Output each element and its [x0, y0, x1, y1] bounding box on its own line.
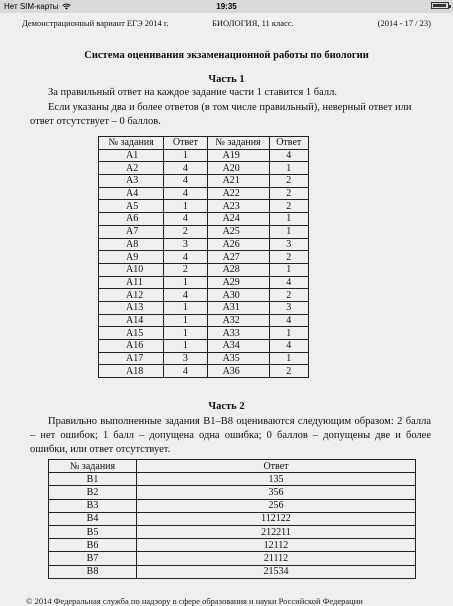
table-row — [99, 301, 309, 314]
table-cell: 1 — [164, 301, 207, 314]
table-cell: А9 — [99, 251, 164, 264]
table-row — [99, 251, 309, 264]
table-row — [99, 365, 309, 378]
table-cell: А29 — [207, 276, 269, 289]
table-cell: 256 — [137, 499, 416, 512]
table-cell: 4 — [164, 213, 207, 226]
table-cell: А28 — [207, 263, 269, 276]
table-cell: 4 — [164, 365, 207, 378]
table-cell: 356 — [137, 486, 416, 499]
table-row — [99, 289, 309, 302]
table-cell: А35 — [207, 352, 269, 365]
table-cell: 1 — [269, 162, 309, 175]
table-cell: 4 — [164, 187, 207, 200]
table-cell: А18 — [99, 365, 164, 378]
status-right — [431, 2, 449, 9]
part2-table-body — [49, 473, 416, 579]
table-cell: 4 — [269, 149, 309, 162]
column-header: Ответ — [137, 460, 416, 473]
part2-paragraph: Правильно выполненные задания В1–В8 оцениваются следующим образом: 2 балла – нет ошибок; 1 балл – допущена одна ошибка; 0 баллов – допущены две и более ошибки, или ответ отсутствует. — [30, 416, 431, 455]
footer-copyright: © 2014 Федеральная служба по надзору в сфере образования и науки Российской Федерации — [26, 596, 363, 606]
table-cell: А13 — [99, 301, 164, 314]
column-header: № задания — [99, 137, 164, 150]
table-row — [99, 162, 309, 175]
table-header-row — [49, 460, 416, 473]
table-row — [99, 187, 309, 200]
table-row — [49, 473, 416, 486]
table-cell: 1 — [164, 276, 207, 289]
table-cell: В5 — [49, 525, 137, 538]
table-cell: 12112 — [137, 539, 416, 552]
table-cell: А34 — [207, 340, 269, 353]
table-cell: 2 — [269, 200, 309, 213]
header-left: Демонстрационный вариант ЕГЭ 2014 г. — [22, 18, 169, 28]
table-cell: А6 — [99, 213, 164, 226]
table-row — [99, 200, 309, 213]
table-cell: А16 — [99, 340, 164, 353]
table-cell: 2 — [269, 251, 309, 264]
part1-answers-table — [98, 136, 309, 378]
table-row — [49, 552, 416, 565]
table-cell: 1 — [269, 327, 309, 340]
table-cell: А26 — [207, 238, 269, 251]
table-row — [49, 486, 416, 499]
document-title: Система оценивания экзаменационной работы по биологии — [84, 50, 369, 61]
table-cell: А27 — [207, 251, 269, 264]
table-header-row — [99, 137, 309, 150]
table-cell: 4 — [164, 251, 207, 264]
table-cell: 4 — [269, 314, 309, 327]
table-cell: 1 — [269, 352, 309, 365]
table-cell: А20 — [207, 162, 269, 175]
table-cell: 2 — [269, 187, 309, 200]
table-row — [99, 238, 309, 251]
table-cell: 1 — [164, 327, 207, 340]
table-cell: А5 — [99, 200, 164, 213]
clock: 19:35 — [216, 2, 237, 11]
table-row — [99, 213, 309, 226]
table-row — [99, 314, 309, 327]
table-cell: 1 — [269, 263, 309, 276]
table-cell: А10 — [99, 263, 164, 276]
table-row — [49, 499, 416, 512]
table-row — [99, 327, 309, 340]
part1-heading: Часть 1 — [208, 74, 245, 85]
part1-table-body — [99, 149, 309, 377]
table-cell: А32 — [207, 314, 269, 327]
table-row — [49, 512, 416, 525]
table-row — [99, 263, 309, 276]
table-cell: 3 — [164, 352, 207, 365]
table-row — [99, 340, 309, 353]
table-cell: А15 — [99, 327, 164, 340]
column-header: № задания — [49, 460, 137, 473]
table-cell: 1 — [164, 314, 207, 327]
table-cell: 4 — [164, 175, 207, 188]
table-cell: 4 — [269, 340, 309, 353]
table-cell: 2 — [164, 225, 207, 238]
table-cell: 135 — [137, 473, 416, 486]
table-cell: А11 — [99, 276, 164, 289]
table-cell: В6 — [49, 539, 137, 552]
table-cell: А3 — [99, 175, 164, 188]
table-cell: А31 — [207, 301, 269, 314]
table-cell: А33 — [207, 327, 269, 340]
table-cell: А12 — [99, 289, 164, 302]
table-cell: А19 — [207, 149, 269, 162]
table-cell: 2 — [269, 365, 309, 378]
table-cell: А24 — [207, 213, 269, 226]
table-row — [99, 175, 309, 188]
table-cell: В3 — [49, 499, 137, 512]
table-cell: А22 — [207, 187, 269, 200]
table-cell: А7 — [99, 225, 164, 238]
table-row — [99, 225, 309, 238]
table-cell: А36 — [207, 365, 269, 378]
table-cell: А2 — [99, 162, 164, 175]
column-header: Ответ — [164, 137, 207, 150]
battery-icon — [431, 2, 449, 9]
part2-heading: Часть 2 — [208, 401, 245, 412]
table-cell: 2 — [164, 263, 207, 276]
table-cell: 2 — [269, 289, 309, 302]
part1-paragraph-2: Если указаны два и более ответов (в том числе правильный), неверный ответ или ответ отсутствует – 0 баллов. — [30, 102, 412, 127]
table-cell: 1 — [269, 213, 309, 226]
page-header — [22, 18, 431, 30]
table-row — [99, 276, 309, 289]
table-cell: 4 — [164, 289, 207, 302]
column-header: Ответ — [269, 137, 309, 150]
table-cell: А30 — [207, 289, 269, 302]
table-cell: 4 — [164, 162, 207, 175]
battery-fill — [433, 4, 446, 7]
table-cell: 1 — [269, 225, 309, 238]
table-cell: А21 — [207, 175, 269, 188]
carrier-label: Нет SIM-карты — [4, 2, 59, 11]
table-row — [49, 525, 416, 538]
table-cell: А23 — [207, 200, 269, 213]
table-cell: А8 — [99, 238, 164, 251]
table-cell: 1 — [164, 149, 207, 162]
table-cell: 2 — [269, 175, 309, 188]
table-cell: 4 — [269, 276, 309, 289]
header-subject: БИОЛОГИЯ, 11 класс. — [212, 18, 294, 28]
table-row — [99, 149, 309, 162]
column-header: № задания — [207, 137, 269, 150]
table-cell: 1 — [164, 200, 207, 213]
table-cell: А14 — [99, 314, 164, 327]
table-cell: А4 — [99, 187, 164, 200]
part1-paragraph-1: За правильный ответ на каждое задание части 1 ставится 1 балл. — [48, 87, 338, 98]
table-row — [49, 539, 416, 552]
table-cell: 112122 — [137, 512, 416, 525]
table-cell: В7 — [49, 552, 137, 565]
table-cell: 3 — [269, 238, 309, 251]
table-cell: А17 — [99, 352, 164, 365]
status-bar — [0, 0, 453, 13]
table-cell: В2 — [49, 486, 137, 499]
table-row — [49, 565, 416, 578]
table-cell: В1 — [49, 473, 137, 486]
table-cell: В4 — [49, 512, 137, 525]
table-cell: 1 — [164, 340, 207, 353]
table-cell: 212211 — [137, 525, 416, 538]
table-cell: 3 — [269, 301, 309, 314]
table-cell: А1 — [99, 149, 164, 162]
part2-answers-table — [48, 459, 416, 579]
table-cell: 3 — [164, 238, 207, 251]
table-cell: А25 — [207, 225, 269, 238]
table-cell: В8 — [49, 565, 137, 578]
header-page-number: (2014 - 17 / 23) — [377, 18, 431, 28]
table-cell: 21534 — [137, 565, 416, 578]
table-cell: 21112 — [137, 552, 416, 565]
table-row — [99, 352, 309, 365]
